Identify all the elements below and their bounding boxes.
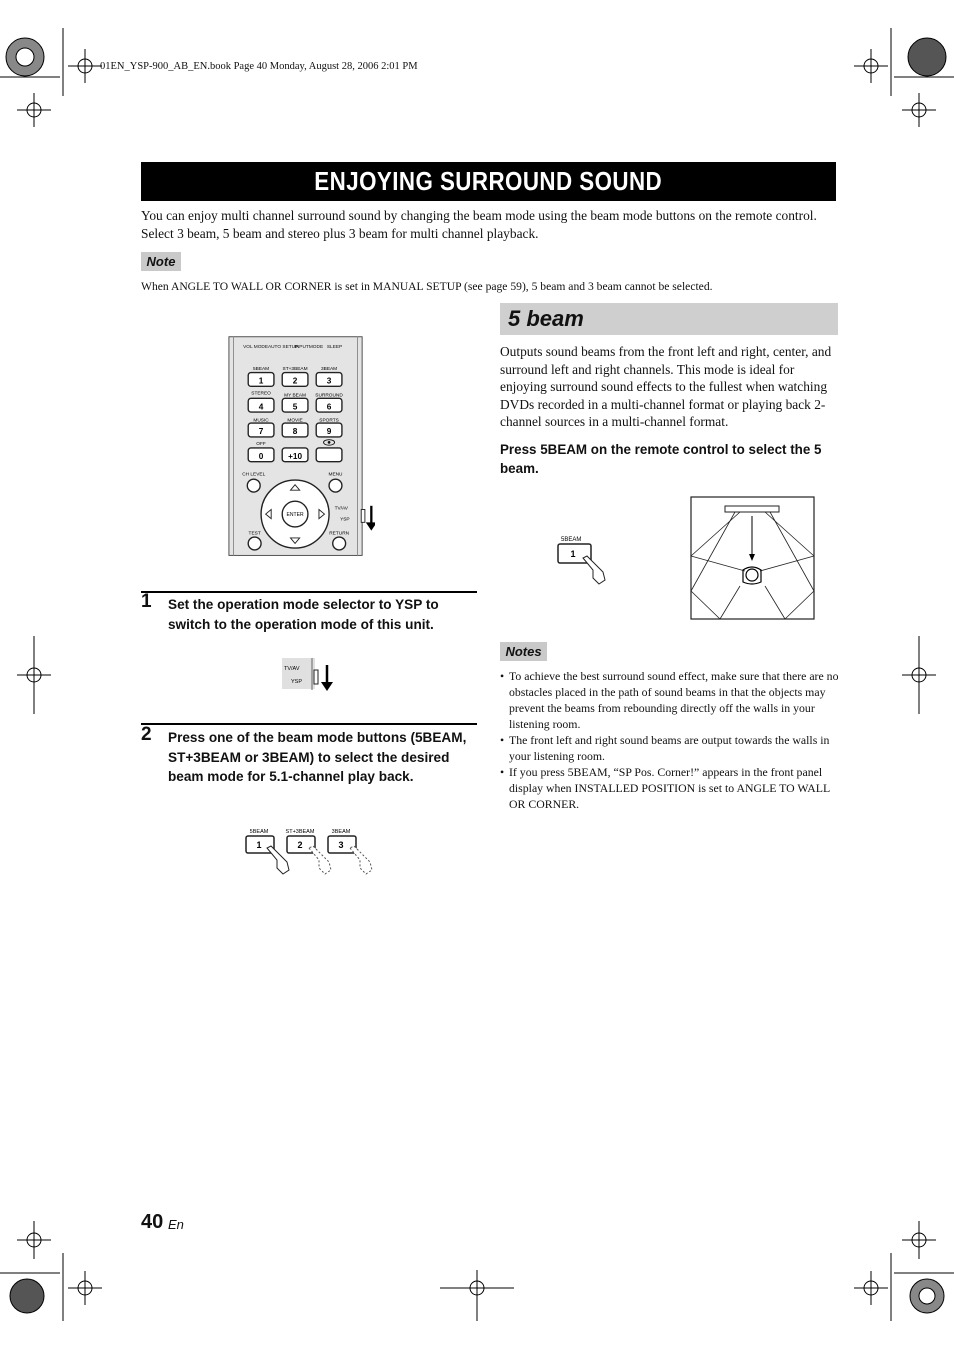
svg-text:3BEAM: 3BEAM	[331, 829, 351, 835]
svg-text:2: 2	[292, 376, 298, 386]
page-language: En	[168, 1217, 184, 1232]
remote-key-0[interactable]	[248, 448, 274, 462]
svg-text:+10: +10	[288, 451, 303, 461]
remote-label-music: MUSIC	[253, 418, 269, 424]
remote-label-sleep: SLEEP	[326, 344, 343, 350]
intro-paragraph: You can enjoy multi channel surround sound by changing the beam mode using the beam mode buttons on the remote control. Select 3 beam, 5 beam and stereo plus 3 beam for multi channel playback.	[141, 208, 817, 241]
remote-key-1[interactable]	[248, 373, 274, 387]
five-beam-button-illustration	[555, 532, 615, 586]
remote-key-6[interactable]	[316, 398, 342, 412]
remote-label-menu: MENU	[328, 472, 343, 478]
remote-label-return: RETURN	[329, 531, 350, 537]
step1-divider	[141, 591, 477, 593]
five-beam-diagram	[690, 496, 816, 621]
remote-label-movie: MOVIE	[287, 418, 303, 424]
svg-text:4: 4	[258, 402, 264, 412]
remote-key-2[interactable]	[282, 373, 308, 387]
remote-label-surround: SURROUND	[315, 393, 343, 399]
list-item: • To achieve the best surround sound effect, make sure that there are no obstacles placed in the path of sound beams in that the objects may prevent the beams from rebounding directly off the walls in your listening room.	[500, 668, 840, 732]
remote-label-st3beam: ST+3BEAM	[282, 366, 308, 372]
remote-label-test: TEST	[248, 531, 261, 537]
remote-control-illustration	[228, 328, 375, 566]
remote-label-3beam: 3BEAM	[320, 366, 338, 372]
list-item: • If you press 5BEAM, “SP Pos. Corner!” appears in the front panel display when INSTALLED POSITION is set to ANGLE TO WALL OR CORNER.	[500, 764, 840, 812]
page-number: 40	[141, 1211, 164, 1233]
svg-text:2: 2	[297, 840, 303, 850]
hand-pointer-icon	[267, 846, 289, 874]
remote-label-ch-level: CH LEVEL	[242, 472, 266, 478]
svg-text:9: 9	[326, 427, 332, 437]
list-item: • The front left and right sound beams are output towards the walls in your listening room.	[500, 732, 840, 764]
notes-label: Notes	[500, 642, 547, 661]
remote-menu-button[interactable]	[329, 479, 342, 492]
remote-key-blank[interactable]	[316, 448, 342, 462]
remote-switch-tvav: TV/AV	[334, 506, 348, 512]
step2-number: 2	[141, 724, 152, 745]
step1-number: 1	[141, 591, 152, 612]
remote-key-4[interactable]	[248, 398, 274, 412]
book-header-line: 01EN_YSP-900_AB_EN.book Page 40 Monday, August 28, 2006 2:01 PM	[100, 61, 418, 72]
five-beam-heading: 5 beam	[500, 303, 838, 335]
step1-text: Set the operation mode selector to YSP to switch to the operation mode of this unit.	[168, 597, 439, 632]
note-text: When ANGLE TO WALL OR CORNER is set in MANUAL SETUP (see page 59), 5 beam and 3 beam cannot be selected.	[141, 280, 713, 293]
arrow-down-icon	[321, 665, 333, 691]
notes-list	[500, 668, 840, 812]
hand-pointer-icon	[583, 556, 605, 584]
remote-key-8[interactable]	[282, 423, 308, 437]
remote-label-off: OFF	[256, 442, 266, 448]
beam-button-3[interactable]	[328, 836, 356, 853]
svg-text:5: 5	[292, 402, 298, 412]
five-beam-description: Outputs sound beams from the front left and right, center, and surround left and right channels. This mode is ideal for enjoying surround sound effects to the fullest when watching DVDs recorded in a multi-channel format or playing back 2-channel sources in a multi-channel format.	[500, 344, 832, 430]
remote-test-button[interactable]	[248, 537, 261, 550]
svg-text:6: 6	[326, 402, 332, 412]
mode-selector-illustration	[280, 656, 340, 692]
remote-ch-level-button[interactable]	[247, 479, 260, 492]
svg-text:5BEAM: 5BEAM	[561, 537, 582, 543]
remote-key-plus10[interactable]	[282, 448, 308, 462]
page-title: ENJOYING SURROUND SOUND	[141, 162, 836, 201]
remote-key-9[interactable]	[316, 423, 342, 437]
svg-text:8: 8	[292, 427, 298, 437]
beam-buttons-illustration	[243, 824, 383, 876]
arrow-down-icon	[366, 506, 375, 531]
step2-text: Press one of the beam mode buttons (5BEAM, ST+3BEAM or 3BEAM) to select the desired beam mode for 5.1-channel play back.	[168, 730, 467, 784]
svg-text:3: 3	[338, 840, 344, 850]
svg-text:TV/AV: TV/AV	[284, 666, 300, 672]
remote-switch-ysp: YSP	[340, 517, 350, 523]
svg-text:5BEAM: 5BEAM	[249, 829, 269, 835]
svg-text:1: 1	[258, 376, 264, 386]
svg-text:1: 1	[570, 549, 576, 559]
remote-label-vol-mode: VOL MODE	[243, 344, 269, 350]
remote-label-input-mode: INPUTMODE	[294, 344, 324, 350]
remote-label-my-beam: MY BEAM	[284, 393, 307, 399]
beam-button-2[interactable]	[287, 836, 315, 853]
remote-key-7[interactable]	[248, 423, 274, 437]
svg-text:YSP: YSP	[291, 679, 303, 685]
remote-label-sports: SPORTS	[319, 418, 339, 424]
svg-text:1: 1	[256, 840, 262, 850]
note-label: Note	[141, 252, 181, 271]
remote-return-button[interactable]	[333, 537, 346, 550]
five-beam-instruction: Press 5BEAM on the remote control to select the 5 beam.	[500, 442, 822, 476]
svg-text:3: 3	[326, 376, 332, 386]
remote-mode-selector[interactable]	[361, 509, 365, 522]
remote-label-5beam: 5BEAM	[252, 366, 270, 372]
svg-text:ST+3BEAM: ST+3BEAM	[285, 829, 315, 835]
svg-text:0: 0	[258, 451, 264, 461]
remote-key-5[interactable]	[282, 398, 308, 412]
remote-key-3[interactable]	[316, 373, 342, 387]
svg-text:7: 7	[258, 427, 264, 437]
svg-text:ENTER: ENTER	[286, 511, 304, 518]
remote-label-auto-setup: AUTO SETUP	[267, 344, 299, 350]
step2-divider	[141, 723, 477, 725]
remote-label-stereo: STEREO	[251, 391, 271, 397]
